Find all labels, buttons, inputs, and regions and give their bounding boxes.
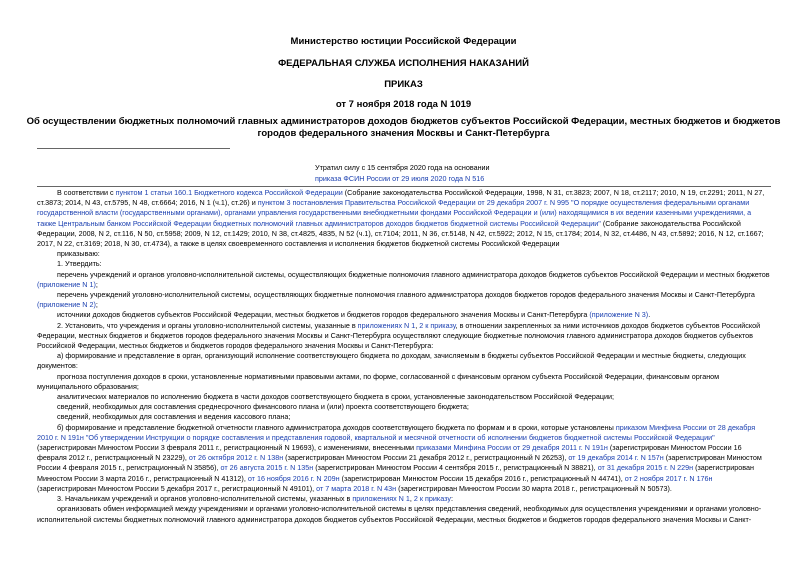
text-run: (зарегистрирован Минюстом России 5 декабря 2017 г., регистрационный N 49101), bbox=[37, 483, 317, 493]
text-run: (зарегистрирован Минюстом России 21 декабря 2012 г., регистрационный N 26253), bbox=[283, 453, 569, 463]
text-run: (зарегистрирован Минюстом России 4 февраля 2015 г., регистрационный N 35856), bbox=[37, 453, 762, 473]
paragraph-list-2 bbox=[37, 290, 771, 310]
text-run: ; bbox=[95, 279, 98, 289]
link-minfin-2015-aug[interactable]: от 26 августа 2015 г. N 135н bbox=[220, 463, 314, 473]
status-note-link[interactable]: приказа ФСИН России от 29 июля 2020 года N 516 bbox=[315, 174, 485, 183]
text-run: источники доходов бюджетов субъектов Российской Федерации, местных бюджетов и бюджетов городов федерального значения Москвы и Санкт-Петербурга bbox=[57, 310, 590, 320]
link-budget-code[interactable]: пунктом 1 статьи 160.1 Бюджетного кодекса Российской Федерации bbox=[115, 188, 343, 197]
text-run: 3. Начальникам учреждений и органов уголовно-исполнительной системы, указанных в bbox=[57, 494, 353, 504]
text-run: , bbox=[415, 320, 420, 330]
text-run: перечень учреждений и органов уголовно-исполнительной системы, осуществляющих бюджетные полномочия главного администратора доходов бюджетов субъектов Российской Федерации и местных бюджетов bbox=[57, 269, 770, 279]
paragraph-item-1: 1. Утвердить: bbox=[57, 259, 102, 269]
header-divider bbox=[37, 148, 230, 149]
document-type: ПРИКАЗ bbox=[384, 79, 423, 90]
text-run: (зарегистрирован Минюстом России 30 марта 2018 г., регистрационный N 50573). bbox=[396, 483, 672, 493]
service-heading: ФЕДЕРАЛЬНАЯ СЛУЖБА ИСПОЛНЕНИЯ НАКАЗАНИЙ bbox=[278, 58, 529, 69]
document-date-number: от 7 ноября 2018 года N 1019 bbox=[335, 99, 472, 110]
text-run: (Собрание законодательства Российской Федерации, 2008, N 2, ст.116, N 50, ст.5958; 2009, N 12, ст.1429; 2010, N 38, ст.4825, 4835, N 52 (ч.1), ст.7104; 2011, N 36, ст.5148, N 42, ст.5922; 2012, N 15, ст.1784; 2014, N 32, ст.4486, N 43, ст.5892; 2016, N 12, ст.1667; 2017, N 22, ст.3169; 2018, N 30, ст.4734), а также в целях своевременного составления и исполнения бюджетов бюджетной системы Российской Федерации bbox=[37, 218, 764, 249]
text-run: (зарегистрирован Минюстом России 16 февраля 2012 г., регистрационный N 23229), bbox=[37, 443, 742, 463]
text-run: (зарегистрирован Минюстом России 3 февраля 2011 г., регистрационный N 19693), с изменениями, внесенными bbox=[37, 443, 417, 453]
link-minfin-2011[interactable]: приказами Минфина России от 29 декабря 2011 г. N 191н bbox=[416, 443, 608, 453]
link-minfin-2015-dec[interactable]: от 31 декабря 2015 г. N 229н bbox=[597, 463, 694, 473]
paragraph-item-3 bbox=[37, 494, 771, 504]
paragraph-forecast: прогноза поступления доходов в сроки, установленные нормативными правовыми актами, по форме, согласованной с финансовым органом субъекта Российской Федерации, финансовым органом муниципального образования; bbox=[37, 371, 720, 391]
link-appendix-1[interactable]: (приложение N 1) bbox=[37, 279, 96, 289]
text-run: ; bbox=[95, 300, 98, 310]
document-body bbox=[37, 188, 771, 525]
paragraph-info-exchange: организовать обмен информацией между учреждениями и органами уголовно-исполнительной системы в целях представления сведений, необходимых для осуществления учреждениями и органами уголовно-исполнительной системы бюджетных полномочий главного администратора доходов бюджетов субъектов Российской Федерации, местных бюджетов и бюджетов городов федерального значения Москвы и Санкт- bbox=[37, 504, 762, 524]
paragraph-cash-plan: сведений, необходимых для составления и ведения кассового плана; bbox=[57, 412, 291, 422]
text-run: , bbox=[409, 494, 414, 504]
text-run: б) формирование и представление бюджетной отчетности главного администратора доходов соответствующего бюджета по формам и в сроки, которые установлены bbox=[57, 422, 616, 432]
text-run: , в отношении закрепленных за ними источников доходов бюджетов субъектов Российской Федерации, местных бюджетов и бюджетов городов федерального значения Москвы и Санкт-Петербурга осуществляют следующие бюджетные полномочия главного администратора доходов бюджетов субъектов Российской Федерации, местных бюджетов и бюджетов городов федерального значения Москвы и Санкт-Петербурга: bbox=[37, 320, 761, 351]
paragraph-order: приказываю: bbox=[57, 249, 100, 259]
document-title-line-1: Об осуществлении бюджетных полномочий главных администраторов доходов бюджетов субъектов Российской Федерации, местных бюджетов и бюджетов bbox=[26, 116, 781, 127]
paragraph-item-2b bbox=[37, 423, 771, 494]
text-run: . bbox=[648, 310, 651, 320]
text-run: 2. Установить, что учреждения и органы уголовно-исполнительной системы, указанные в bbox=[57, 320, 358, 330]
paragraph-list-1 bbox=[37, 270, 771, 290]
paragraph-item-2a: а) формирование и представление в орган, организующий исполнение соответствующего бюджета по доходам, зачисляемым в бюджеты субъектов Российской Федерации и местные бюджеты, следующих документов: bbox=[37, 351, 746, 371]
text-run: (зарегистрирован Минюстом России 15 декабря 2016 г., регистрационный N 44741), bbox=[339, 473, 625, 483]
status-note-text: Утратил силу с 15 сентября 2020 года на основании bbox=[315, 163, 490, 172]
link-minfin-2017[interactable]: от 2 ноября 2017 г. N 176н bbox=[624, 473, 713, 483]
link-minfin-2012[interactable]: от 26 октября 2012 г. N 138н bbox=[188, 453, 284, 463]
link-minfin-2018[interactable]: от 7 марта 2018 г. N 43н bbox=[316, 483, 397, 493]
ministry-heading: Министерство юстиции Российской Федерации bbox=[290, 36, 517, 47]
text-run: (зарегистрирован Минюстом России 3 марта 2016 г., регистрационный N 41312), bbox=[37, 463, 755, 483]
link-appendices-1[interactable]: приложениях N 1 bbox=[357, 320, 416, 330]
link-appendix-2-order[interactable]: 2 к приказу bbox=[419, 320, 456, 330]
paragraph-analytics: аналитических материалов по исполнению бюджета в части доходов соответствующего бюджета в сроки, установленные законодательством Российской Федерации; bbox=[57, 392, 615, 402]
status-note bbox=[315, 162, 490, 184]
link-appendices-1-item3[interactable]: приложениях N 1 bbox=[352, 494, 410, 504]
link-minfin-order-191n[interactable]: приказом Минфина России от 28 декабря 2010 г. N 191н "Об утверждении Инструкции о порядке составления и представления годовой, квартальной и месячной отчетности об исполнении бюджетов бюджетной системы Российской Федерации" bbox=[37, 422, 756, 442]
body-divider bbox=[37, 186, 771, 187]
document-title-line-2: городов федерального значения Москвы и Санкт-Петербурга bbox=[257, 128, 550, 139]
link-appendix-3[interactable]: (приложение N 3) bbox=[589, 310, 649, 320]
link-appendix-2[interactable]: (приложение N 2) bbox=[37, 300, 96, 310]
text-run: : bbox=[450, 494, 453, 504]
link-minfin-2016[interactable]: от 16 ноября 2016 г. N 209н bbox=[247, 473, 340, 483]
text-run: В соответствии с bbox=[57, 188, 116, 197]
text-run: (зарегистрирован Минюстом России 4 сентября 2015 г., регистрационный N 38821), bbox=[313, 463, 598, 473]
paragraph-item-2 bbox=[37, 321, 771, 352]
link-minfin-2014[interactable]: от 19 декабря 2014 г. N 157н bbox=[568, 453, 664, 463]
link-government-resolution[interactable]: пунктом 3 постановления Правительства Российской Федерации от 29 декабря 2007 г. N 995 "О порядке осуществления федеральными органами государственной власти (государственными органами), органами управления государственными внебюджетными фондами Российской Федерации и (или) находящимися в их ведении казенными учреждениями, а также Центральным банком Российской Федерации бюджетных полномочий главных администраторов доходов бюджетов бюджетной системы Российской Федерации" bbox=[37, 198, 752, 228]
paragraph-preamble bbox=[37, 188, 771, 249]
text-run: перечень учреждений уголовно-исполнительной системы, осуществляющих бюджетные полномочия главного администратора доходов бюджетов городов федерального значения Москвы и Санкт-Петербурга bbox=[57, 290, 755, 300]
paragraph-list-3 bbox=[37, 310, 771, 320]
paragraph-financial-plan: сведений, необходимых для составления среднесрочного финансового плана и (или) проекта соответствующего бюджета; bbox=[57, 402, 469, 412]
link-appendix-2-item3[interactable]: 2 к приказу bbox=[413, 494, 451, 504]
text-run: (Собрание законодательства Российской Федерации, 1998, N 31, ст.3823; 2007, N 18, ст.2117; 2010, N 19, ст.2291; 2011, N 27, ст.3873; 2014, N 43, ст.5795, N 48, ст.6664; 2016, N 1 (ч.1), ст.26) и bbox=[37, 188, 765, 208]
